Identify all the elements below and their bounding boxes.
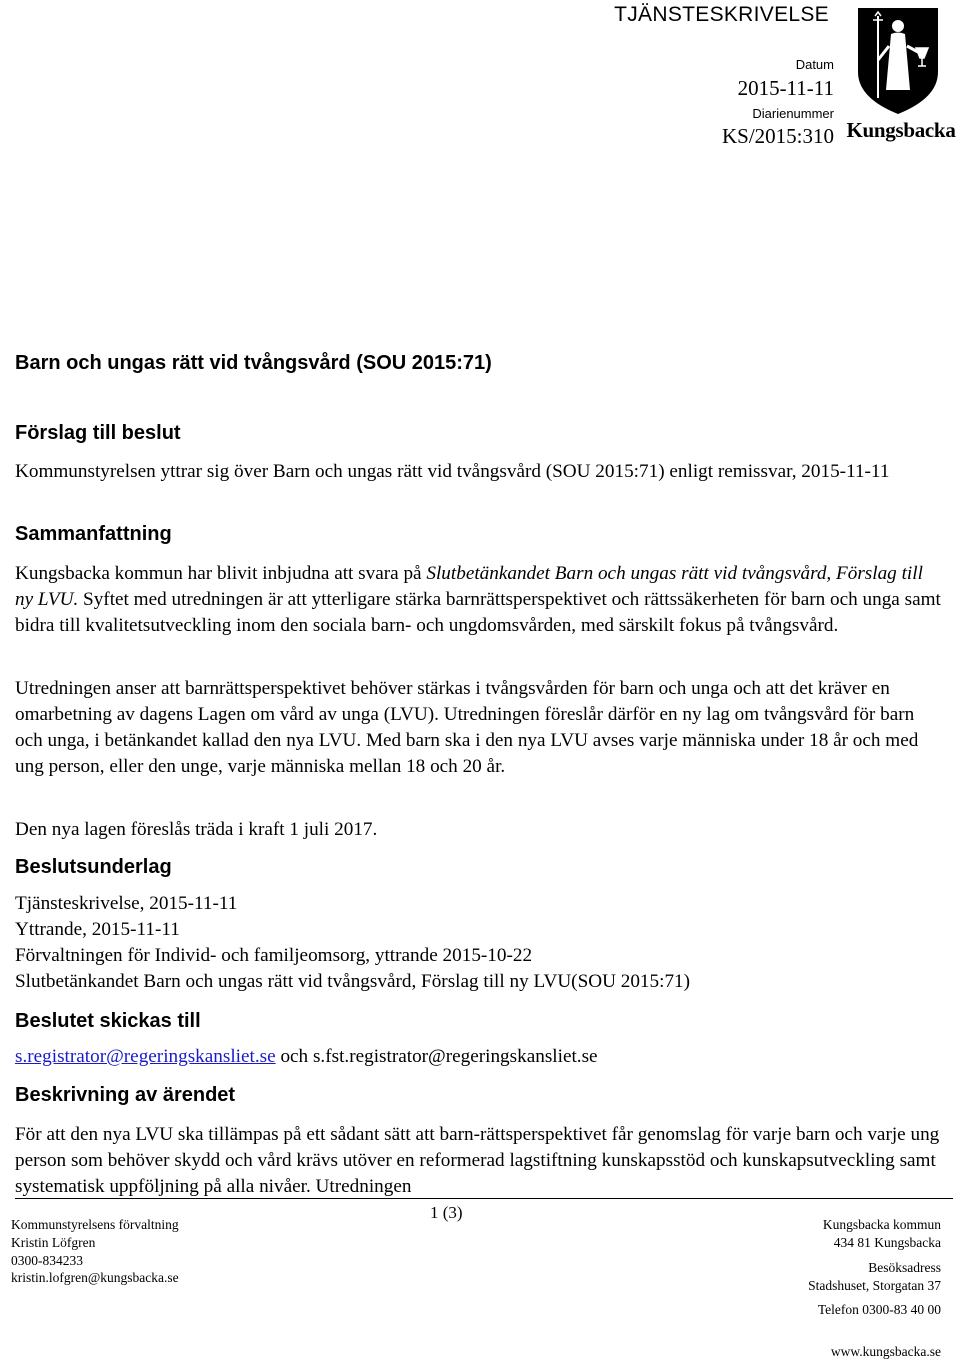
- recipient-email-link[interactable]: s.registrator@regeringskansliet.se: [15, 1046, 276, 1067]
- footer-phone: Telefon 0300-83 40 00: [817, 1302, 941, 1317]
- decision-basis-item: Yttrande, 2015-11-11: [15, 919, 180, 940]
- sent-to-heading: Beslutet skickas till: [15, 1010, 201, 1032]
- proposal-heading: Förslag till beslut: [15, 422, 181, 444]
- decision-basis-item: Tjänsteskrivelse, 2015-11-11: [15, 893, 238, 914]
- footer-department: Kommunstyrelsens förvaltning: [11, 1217, 179, 1232]
- report-title-italic: Slutbetänkandet Barn och ungas rätt vid tvångsvård, Förslag till ny LVU.: [15, 563, 923, 610]
- footer-contact-email: kristin.lofgren@kungsbacka.se: [11, 1270, 179, 1285]
- summary-rest: Syftet med utredningen är att ytterligare stärka barnrättsperspektivet och rättssäkerheten för barn och unga samt bidra till kvalitetsutveckling inom den sociala barn- och ungdomsvården, med särskilt fokus på tvångsvård.: [15, 589, 941, 636]
- date-value: 2015-11-11: [737, 76, 834, 100]
- decision-basis-heading: Beslutsunderlag: [15, 856, 172, 878]
- decision-basis-item: Slutbetänkandet Barn och ungas rätt vid tvångsvård, Förslag till ny LVU(SOU 2015:71): [15, 971, 691, 992]
- recipient-email-2: s.fst.registrator@regeringskansliet.se: [312, 1046, 598, 1067]
- summary-lead: Kungsbacka kommun har blivit inbjudna att svara på: [15, 563, 427, 584]
- logo-wordmark: Kungsbacka: [846, 118, 956, 142]
- summary-paragraph-1: [15, 561, 945, 639]
- decision-basis-item: Förvaltningen för Individ- och familjeomsorg, yttrande 2015-10-22: [15, 945, 533, 966]
- summary-paragraph-2: Utredningen anser att barnrättsperspektivet behöver stärkas i tvångsvården för barn och unga och att det kräver en omarbetning av dagens Lagen om vård av unga (LVU). Utredningen föreslår därför en ny lag om tvångsvård för barn och unga, i betänkandet kallad den nya LVU. Med barn ska i den nya LVU avses varje människa under 18 år och med ung person, eller den unge, varje människa mellan 18 och 20 år.: [15, 678, 919, 777]
- recipients-line: [15, 1046, 598, 1068]
- registry-number-value: KS/2015:310: [721, 124, 834, 148]
- document-type: TJÄNSTESKRIVELSE: [614, 3, 829, 26]
- footer-postal-address: 434 81 Kungsbacka: [833, 1235, 941, 1250]
- date-label: Datum: [795, 57, 834, 72]
- recipients-connector: och: [275, 1046, 313, 1067]
- footer-divider: [15, 1198, 953, 1199]
- footer-contact-phone: 0300-834233: [11, 1253, 83, 1268]
- footer-visit-address: Stadshuset, Storgatan 37: [808, 1278, 941, 1293]
- footer-website: www.kungsbacka.se: [830, 1344, 941, 1359]
- footer-contact-name: Kristin Löfgren: [11, 1235, 96, 1250]
- registry-number-label: Diarienummer: [752, 106, 834, 121]
- description-heading: Beskrivning av ärendet: [15, 1084, 236, 1106]
- footer-visit-label: Besöksadress: [868, 1260, 941, 1275]
- summary-paragraph-3: Den nya lagen föreslås träda i kraft 1 juli 2017.: [15, 819, 378, 840]
- summary-heading: Sammanfattning: [15, 523, 172, 545]
- proposal-text: Kommunstyrelsen yttrar sig över Barn och ungas rätt vid tvångsvård (SOU 2015:71) enligt remissvar, 2015-11-11: [15, 461, 890, 482]
- page-number: 1 (3): [430, 1203, 463, 1222]
- document-title: Barn och ungas rätt vid tvångsvård (SOU 2015:71): [15, 352, 492, 374]
- footer-municipality: Kungsbacka kommun: [822, 1217, 941, 1232]
- description-text: För att den nya LVU ska tillämpas på ett sådant sätt att barn-rättsperspektivet får genomslag för varje barn och varje ung person som behöver skydd och vård krävs utöver en reformerad lagstiftning kunskapsstöd och kunskapsutveckling samt systematisk uppföljning på alla nivåer. Utredningen: [15, 1124, 940, 1197]
